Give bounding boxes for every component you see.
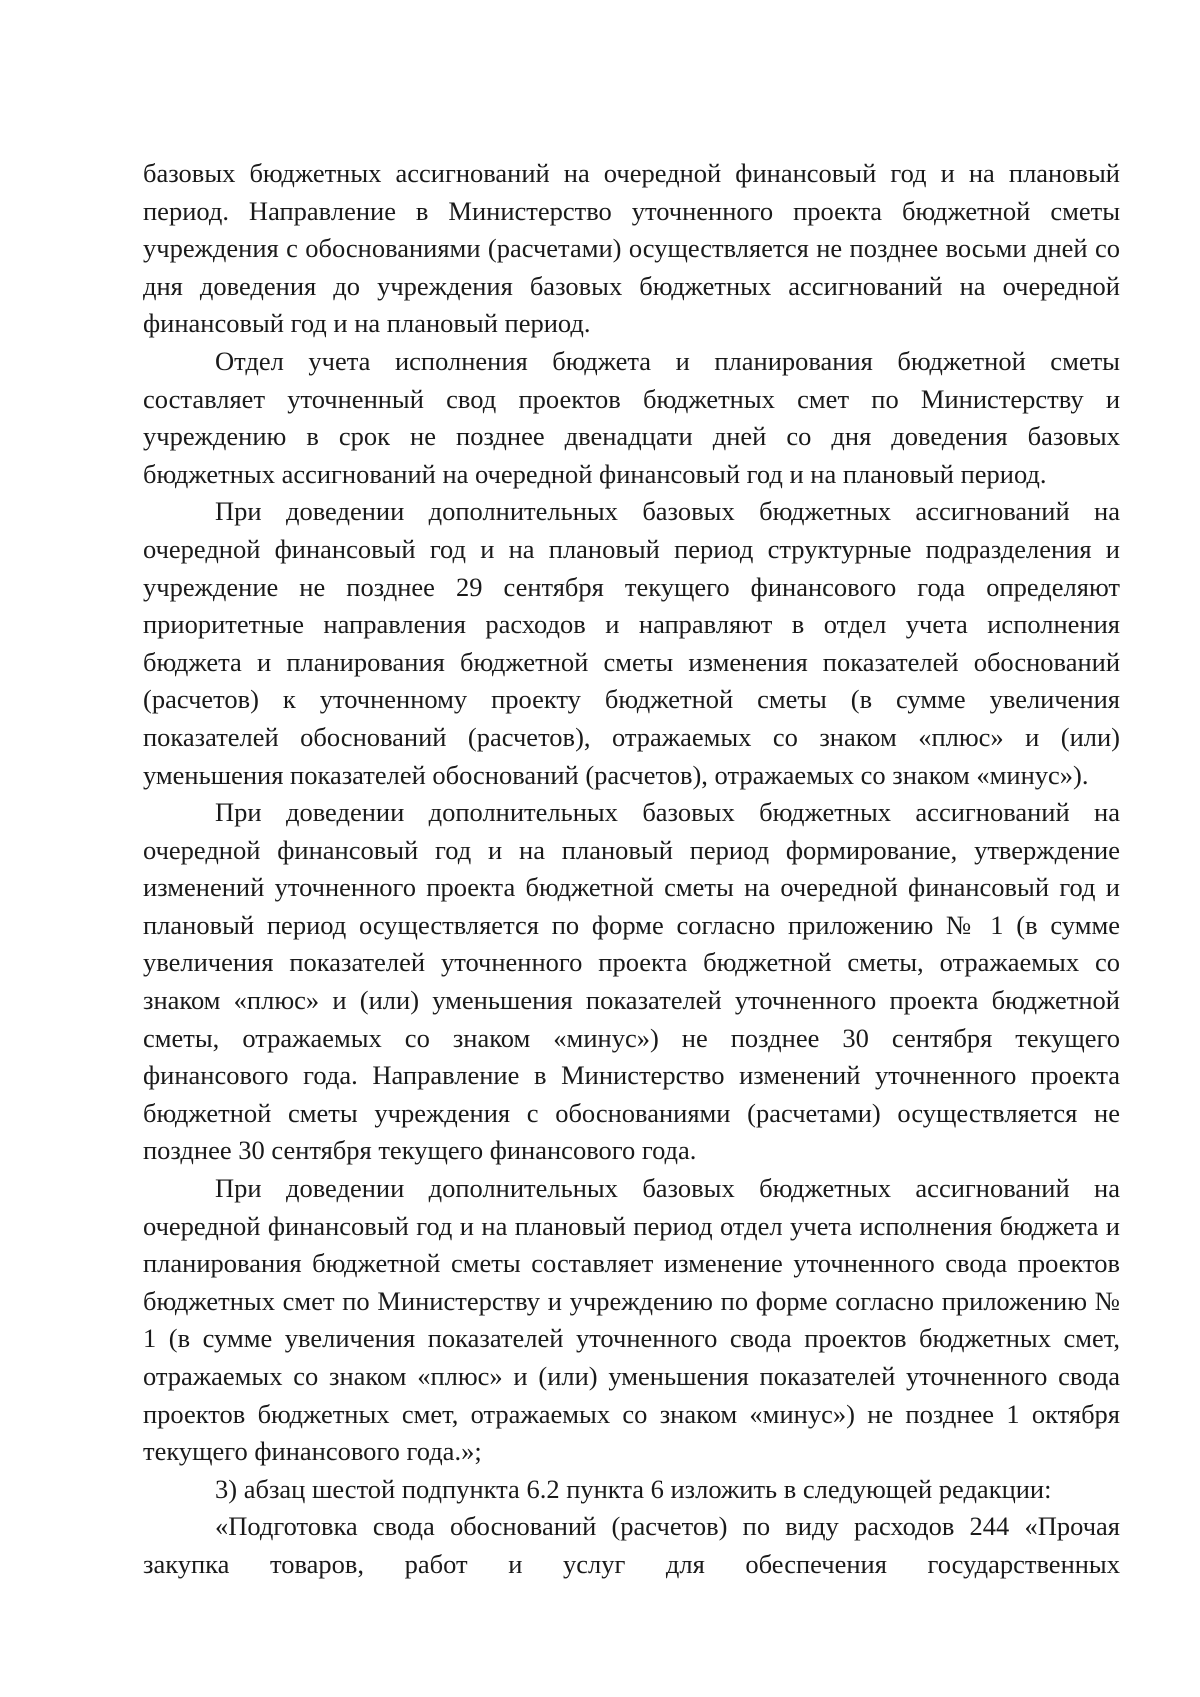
paragraph-amendment-item-3: 3) абзац шестой подпункта 6.2 пункта 6 изложить в следующей редакции: <box>215 1473 1052 1504</box>
paragraph-consolidated-estimate: Отдел учета исполнения бюджета и планирования бюджетной сметы составляет уточненный свод проектов бюджетных смет по Министерству и учреждению в срок не позднее двенадцати дней со дня доведения базовых бюджетных ассигнований на очередной финансовый год и на плановый период. <box>143 345 1120 489</box>
document-page <box>143 155 1120 1584</box>
paragraph-continuation: базовых бюджетных ассигнований на очередной финансовый год и на плановый период. Направление в Министерство уточненного проекта бюджетной сметы учреждения с обоснованиями (расчетами) осуществляется не позднее восьми дней со дня доведения до учреждения базовых бюджетных ассигнований на очередной финансовый год и на плановый период. <box>143 158 1120 339</box>
paragraph-additional-allocations-changes: При доведении дополнительных базовых бюджетных ассигнований на очередной финансовый год и на плановый период формирование, утверждение изменений уточненного проекта бюджетной сметы на очередной финансовый год и плановый период осуществляется по форме согласно приложению № 1 (в сумме увеличения показателей уточненного проекта бюджетной сметы, отражаемых со знаком «плюс» и (или) уменьшения показателей уточненного проекта бюджетной сметы, отражаемых со знаком «минус») не позднее 30 сентября текущего финансового года. Направление в Министерство изменений уточненного проекта бюджетной сметы учреждения с обоснованиями (расчетами) осуществляется не позднее 30 сентября текущего финансового года. <box>143 797 1120 1166</box>
paragraph-additional-allocations-priorities: При доведении дополнительных базовых бюджетных ассигнований на очередной финансовый год и на плановый период структурные подразделения и учреждение не позднее 29 сентября текущего финансового года определяют приоритетные направления расходов и направляют в отдел учета исполнения бюджета и планирования бюджетной сметы изменения показателей обоснований (расчетов) к уточненному проекту бюджетной сметы (в сумме увеличения показателей обоснований (расчетов), отражаемых со знаком «плюс» и (или) уменьшения показателей обоснований (расчетов), отражаемых со знаком «минус»). <box>143 496 1120 790</box>
paragraph-amendment-quote-start: «Подготовка свода обоснований (расчетов) по виду расходов 244 «Прочая закупка товаров, работ и услуг для обеспечения государственных <box>143 1511 1120 1579</box>
paragraph-additional-allocations-consolidated: При доведении дополнительных базовых бюджетных ассигнований на очередной финансовый год и на плановый период отдел учета исполнения бюджета и планирования бюджетной сметы составляет изменение уточненного свода проектов бюджетных смет по Министерству и учреждению по форме согласно приложению № 1 (в сумме увеличения показателей уточненного свода проектов бюджетных смет, отражаемых со знаком «плюс» и (или) уменьшения показателей уточненного свода проектов бюджетных смет, отражаемых со знаком «минус») не позднее 1 октября текущего финансового года.»; <box>143 1173 1120 1467</box>
